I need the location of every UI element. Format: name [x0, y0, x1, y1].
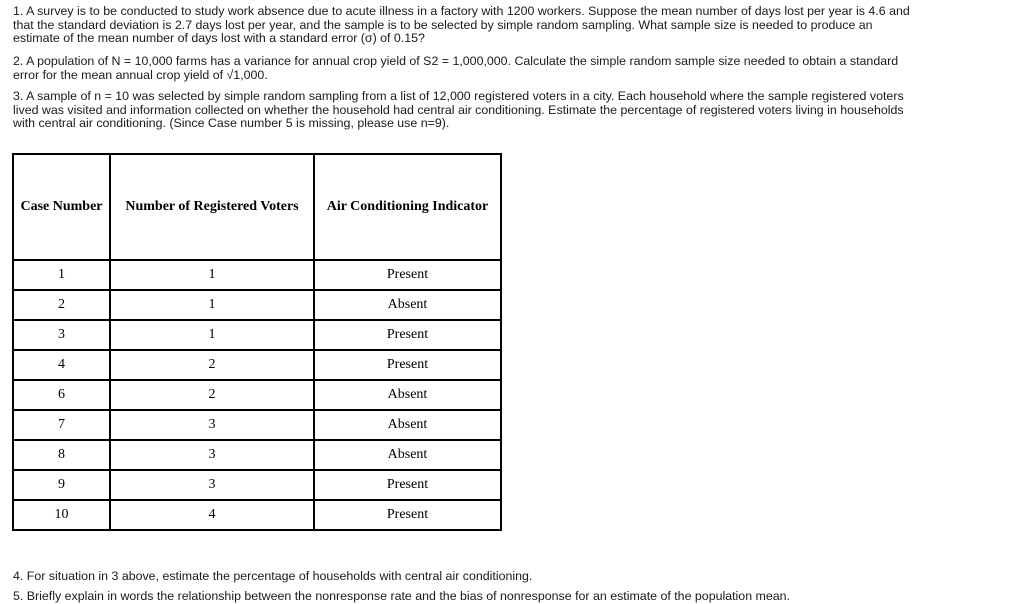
- cell-registered-voters: 3: [110, 440, 314, 470]
- header-registered-voters: Number of Registered Voters: [110, 154, 314, 260]
- cell-air-conditioning: Absent: [314, 440, 501, 470]
- cell-case-number: 1: [13, 260, 110, 290]
- cell-case-number: 9: [13, 470, 110, 500]
- question-1: 1. A survey is to be conducted to study work absence due to acute illness in a factory with 1200 workers. Suppose the mean number of days lost per year is 4.6 and that the standard deviation is 2.7 days lost per year, and the sample is to be selected by simple random sampling. What sample size is needed to produce an estimate of the mean number of days lost with a standard error (σ) of 0.15?: [13, 4, 910, 46]
- table-row: [13, 470, 501, 500]
- table-row: [13, 380, 501, 410]
- cell-registered-voters: 2: [110, 350, 314, 380]
- cell-air-conditioning: Absent: [314, 410, 501, 440]
- question-5: 5. Briefly explain in words the relationship between the nonresponse rate and the bias of nonresponse for an estimate of the population mean.: [13, 589, 790, 603]
- cell-case-number: 4: [13, 350, 110, 380]
- cell-air-conditioning: Present: [314, 320, 501, 350]
- cell-air-conditioning: Present: [314, 470, 501, 500]
- cell-registered-voters: 1: [110, 290, 314, 320]
- voters-table: [12, 153, 502, 531]
- table-row: [13, 290, 501, 320]
- cell-registered-voters: 2: [110, 380, 314, 410]
- cell-case-number: 7: [13, 410, 110, 440]
- cell-registered-voters: 1: [110, 260, 314, 290]
- cell-case-number: 8: [13, 440, 110, 470]
- table-row: [13, 320, 501, 350]
- cell-air-conditioning: Present: [314, 350, 501, 380]
- table-row: [13, 410, 501, 440]
- header-case-number: Case Number: [13, 154, 110, 260]
- question-2: 2. A population of N = 10,000 farms has a variance for annual crop yield of S2 = 1,000,000. Calculate the simple random sample size needed to obtain a standard error for the mean annual crop yield of √1,000.: [13, 54, 899, 82]
- cell-case-number: 10: [13, 500, 110, 530]
- cell-air-conditioning: Absent: [314, 290, 501, 320]
- cell-registered-voters: 4: [110, 500, 314, 530]
- table-header-row: [13, 154, 501, 260]
- table-row: [13, 500, 501, 530]
- cell-case-number: 2: [13, 290, 110, 320]
- cell-case-number: 3: [13, 320, 110, 350]
- table-row: [13, 350, 501, 380]
- cell-registered-voters: 3: [110, 470, 314, 500]
- cell-air-conditioning: Present: [314, 500, 501, 530]
- cell-case-number: 6: [13, 380, 110, 410]
- cell-air-conditioning: Absent: [314, 380, 501, 410]
- cell-registered-voters: 3: [110, 410, 314, 440]
- question-4: 4. For situation in 3 above, estimate the percentage of households with central air conditioning.: [13, 569, 533, 583]
- header-air-conditioning: Air Conditioning Indicator: [314, 154, 501, 260]
- cell-air-conditioning: Present: [314, 260, 501, 290]
- cell-registered-voters: 1: [110, 320, 314, 350]
- table-row: [13, 260, 501, 290]
- question-3: 3. A sample of n = 10 was selected by simple random sampling from a list of 12,000 registered voters in a city. Each household where the sample registered voters lived was visited and information collected on whether the household had central air conditioning. Estimate the percentage of registered voters living in households with central air conditioning. (Since Case number 5 is missing, please use n=9).: [13, 89, 904, 131]
- table-row: [13, 440, 501, 470]
